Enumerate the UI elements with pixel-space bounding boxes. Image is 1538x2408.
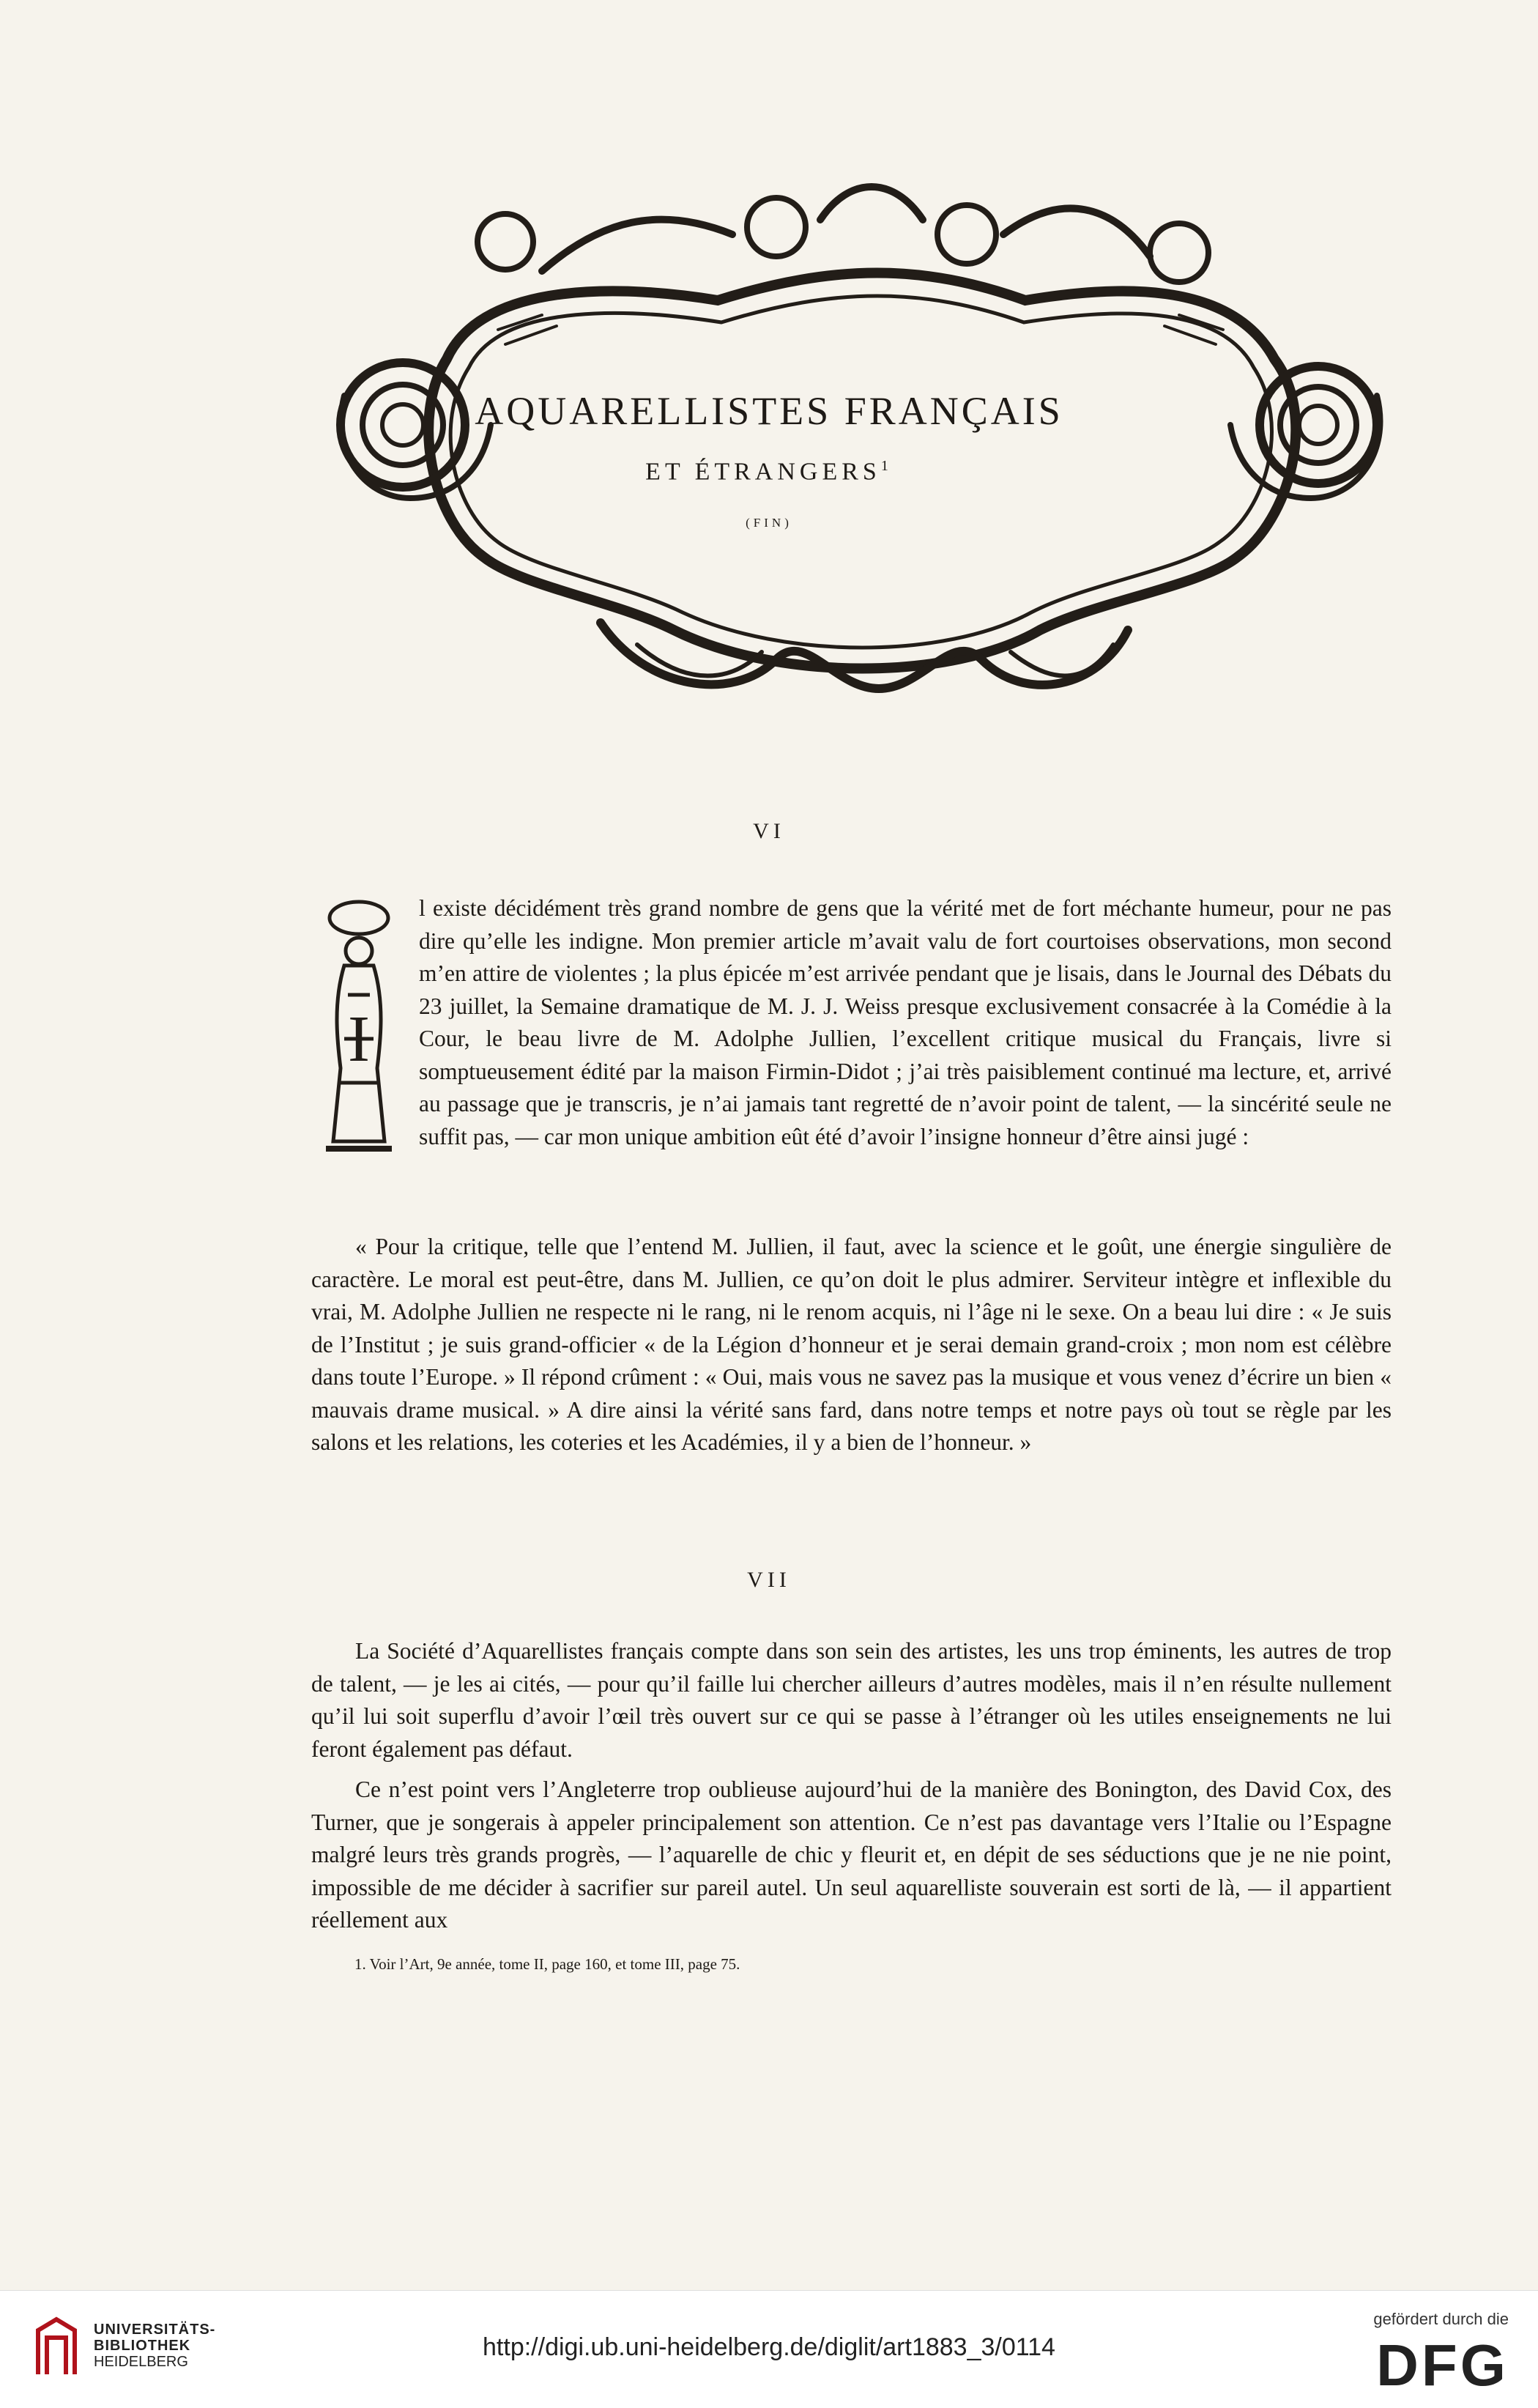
section-number-vi: VI [753,819,785,843]
article-continuation-note: (FIN) [746,516,792,530]
viewer-footer [0,2290,1538,2408]
funding-label: gefördert durch die [1373,2310,1509,2328]
svg-text:I: I [348,1003,370,1075]
article-title: AQUARELLISTES FRANÇAIS [475,389,1063,433]
section-vii-paragraph-1: La Société d’Aquarellistes français compte dans son sein des artistes, les uns trop éminents, les autres de trop de talent, — je les ai cités, — pour qu’il faille lui chercher ailleurs d’autres modèles, mais il n’en résulte nullement qu’il lui soit superflu d’avoir l’œil très ouvert sur ce qui se passe à l’étranger où les utiles enseignements ne lui feront également pas défaut. [311,1638,1392,1762]
ornamental-cartouche [322,176,1392,733]
dropcap-figure [311,892,406,1163]
article-subtitle: ET ÉTRANGERS$^1$ [645,458,893,486]
permalink-url[interactable]: http://digi.ub.uni-heidelberg.de/diglit/art1883_3/0114 [483,2333,1055,2361]
section-number-vii: VII [747,1568,791,1592]
section-vi-paragraph-2: « Pour la critique, telle que l’entend M. Jullien, il faut, avec la science et le goût, une énergie singulière de caractère. Le moral est peut-être, dans M. Jullien, ce qu’on doit le plus admirer. Serviteur intègre et inflexible du vrai, M. Adolphe Jullien ne respecte ni le rang, ni le renom acquis, ni l’âge ni le sexe. On a beau lui dire : « Je suis de l’Institut ; je suis grand-officier « de la Légion d’honneur et je serai demain grand-croix ; mon nom est célèbre dans toute l’Europe. » Il répond crûment : « Oui, mais vous ne savez pas la musique et vous venez d’écrire un bien « mauvais drame musical. » A dire ainsi la vérité sans fard, dans notre temps et notre pays où tout se règle par les salons et les relations, les coteries et les Académies, il y a bien de l’honneur. » [311,1234,1392,1455]
section-vi-paragraph-1: l existe décidément très grand nombre de gens que la vérité met de fort méchante humeur, pour ne pas dire qu’elle les indigne. Mon premier article m’avait valu de fort courtoises observations, mon second m’en attire de violentes ; la plus épicée m’est arrivée pendant que je lisais, dans le Journal des Débats du 23 juillet, la Semaine dramatique de M. J. J. Weiss presque exclusivement consacrée à la Comédie à la Cour, le beau livre de M. Adolphe Jullien, l’excellent critique musical du Français, livre si somptueusement édité par la maison Firmin-Didot ; j’ai très paisiblement continué ma lecture, et, arrivé au passage que je transcris, je n’ai jamais tant regretté de n’avoir point de talent, — la sincérité seule ne suffit pas, — car mon unique ambition eût été d’avoir l’insigne honneur d’être ainsi jugé : [419,895,1392,1149]
library-name: UNIVERSITÄTS- BIBLIOTHEK HEIDELBERG [94,2322,216,2370]
section-vii-paragraph-2: Ce n’est point vers l’Angleterre trop oublieuse aujourd’hui de la manière des Bonington, des David Cox, des Turner, que je songerais à appeler principalement son attention. Ce n’est pas davantage vers l’Italie ou l’Espagne malgré leurs très grands progrès, — l’aquarelle de chic y fleurit et, en dépit de ses séductions que je ne nie point, impossible de me décider à sacrifier sur pareil autel. Un seul aquarelliste souverain est sorti de là, — il appartient réellement aux [311,1777,1392,1933]
footnote: 1. Voir l’Art, 9e année, tome II, page 160, et tome III, page 75. [354,1955,740,1973]
footnote-marker: 1 [880,458,893,474]
dfg-logo: DFG [1376,2333,1509,2398]
